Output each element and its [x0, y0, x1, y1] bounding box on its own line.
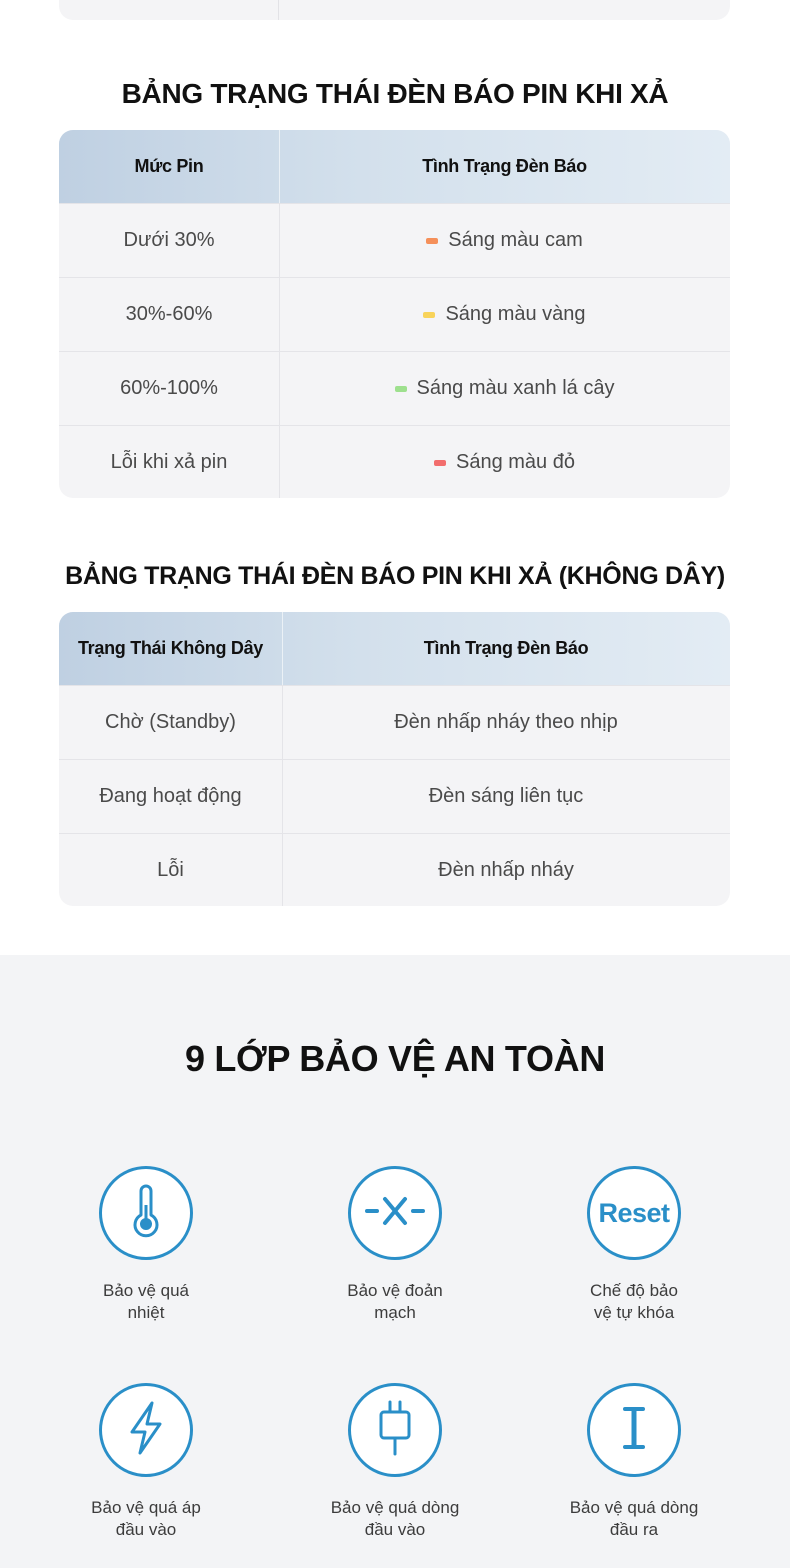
discharge-table-title: BẢNG TRẠNG THÁI ĐÈN BÁO PIN KHI XẢ — [121, 78, 669, 109]
wireless-table-title: BẢNG TRẠNG THÁI ĐÈN BÁO PIN KHI XẢ (KHÔNG DÂY) — [65, 562, 725, 590]
feature-label: Bảo vệ đoản mạch — [347, 1281, 443, 1322]
feature-icon-circle — [348, 1383, 442, 1477]
table-row — [59, 759, 730, 833]
indicator-cell — [279, 229, 730, 252]
feature-self-lock — [534, 1166, 734, 1324]
header-divider — [279, 130, 280, 203]
header-wireless-state: Trạng Thái Không Dây — [77, 638, 263, 658]
battery-level-cell: Lỗi khi xả pin — [110, 451, 228, 473]
table-row — [59, 425, 730, 498]
indicator-text: Sáng màu đỏ — [456, 451, 575, 473]
indicator-text: Đèn nhấp nháy theo nhịp — [394, 711, 618, 733]
feature-icon-circle — [587, 1166, 681, 1260]
indicator-text: Sáng màu vàng — [445, 303, 586, 325]
feature-overheat — [46, 1166, 246, 1324]
indicator-cell — [279, 377, 730, 400]
feature-icon-circle — [99, 1166, 193, 1260]
thermometer-icon — [121, 1183, 171, 1244]
column-divider — [282, 685, 283, 906]
short-circuit-icon — [365, 1193, 425, 1234]
battery-level-cell: Dưới 30% — [123, 229, 215, 251]
table-row — [59, 351, 730, 425]
indicator-cell — [279, 303, 730, 326]
discharge-status-table — [59, 130, 730, 498]
feature-label: Bảo vệ quá dòng đầu vào — [330, 1498, 460, 1539]
wireless-state-cell: Chờ (Standby) — [105, 711, 236, 733]
header-battery-level: Mức Pin — [134, 156, 204, 176]
current-i-icon — [619, 1405, 649, 1456]
table-header — [59, 130, 730, 203]
red-light-icon — [434, 460, 446, 466]
table-body — [59, 685, 730, 906]
header-divider — [282, 612, 283, 685]
yellow-light-icon — [423, 312, 435, 318]
wireless-status-table — [59, 612, 730, 906]
plug-icon — [373, 1398, 417, 1463]
wireless-state-cell: Đang hoạt động — [99, 785, 242, 807]
feature-output-overcurrent — [534, 1383, 734, 1541]
table-row — [59, 277, 730, 351]
table-body — [59, 203, 730, 498]
table-row — [59, 685, 730, 759]
battery-level-cell: 30%-60% — [125, 303, 213, 325]
table-row — [59, 203, 730, 277]
reset-icon: Reset — [598, 1197, 670, 1228]
column-divider — [278, 0, 279, 20]
feature-label: Chế độ bảo vệ tự khóa — [590, 1281, 678, 1322]
feature-icon-circle — [587, 1383, 681, 1477]
battery-level-cell: 60%-100% — [120, 377, 218, 399]
green-light-icon — [395, 386, 407, 392]
column-divider — [279, 203, 280, 498]
feature-short-circuit — [295, 1166, 495, 1324]
feature-label: Bảo vệ quá áp đầu vào — [91, 1498, 201, 1539]
lightning-icon — [124, 1400, 168, 1461]
header-indicator-status: Tình Trạng Đèn Báo — [423, 638, 589, 658]
indicator-text: Đèn sáng liên tục — [428, 785, 584, 807]
feature-input-overcurrent — [295, 1383, 495, 1541]
feature-icon-circle — [348, 1166, 442, 1260]
feature-icon-circle — [99, 1383, 193, 1477]
feature-label: Bảo vệ quá nhiệt — [102, 1281, 189, 1322]
previous-table-bottom — [59, 0, 730, 20]
header-indicator-status: Tình Trạng Đèn Báo — [422, 156, 587, 176]
table-row — [59, 833, 730, 906]
indicator-text: Đèn nhấp nháy — [438, 859, 574, 881]
feature-label: Bảo vệ quá dòng đầu ra — [569, 1498, 699, 1539]
table-header — [59, 612, 730, 685]
feature-input-overvoltage — [46, 1383, 246, 1541]
indicator-text: Sáng màu cam — [448, 229, 583, 251]
indicator-text: Sáng màu xanh lá cây — [416, 377, 615, 399]
indicator-cell — [279, 451, 730, 474]
wireless-state-cell: Lỗi — [157, 859, 184, 881]
orange-light-icon — [426, 238, 438, 244]
protection-title: 9 LỚP BẢO VỆ AN TOÀN — [184, 1038, 606, 1079]
